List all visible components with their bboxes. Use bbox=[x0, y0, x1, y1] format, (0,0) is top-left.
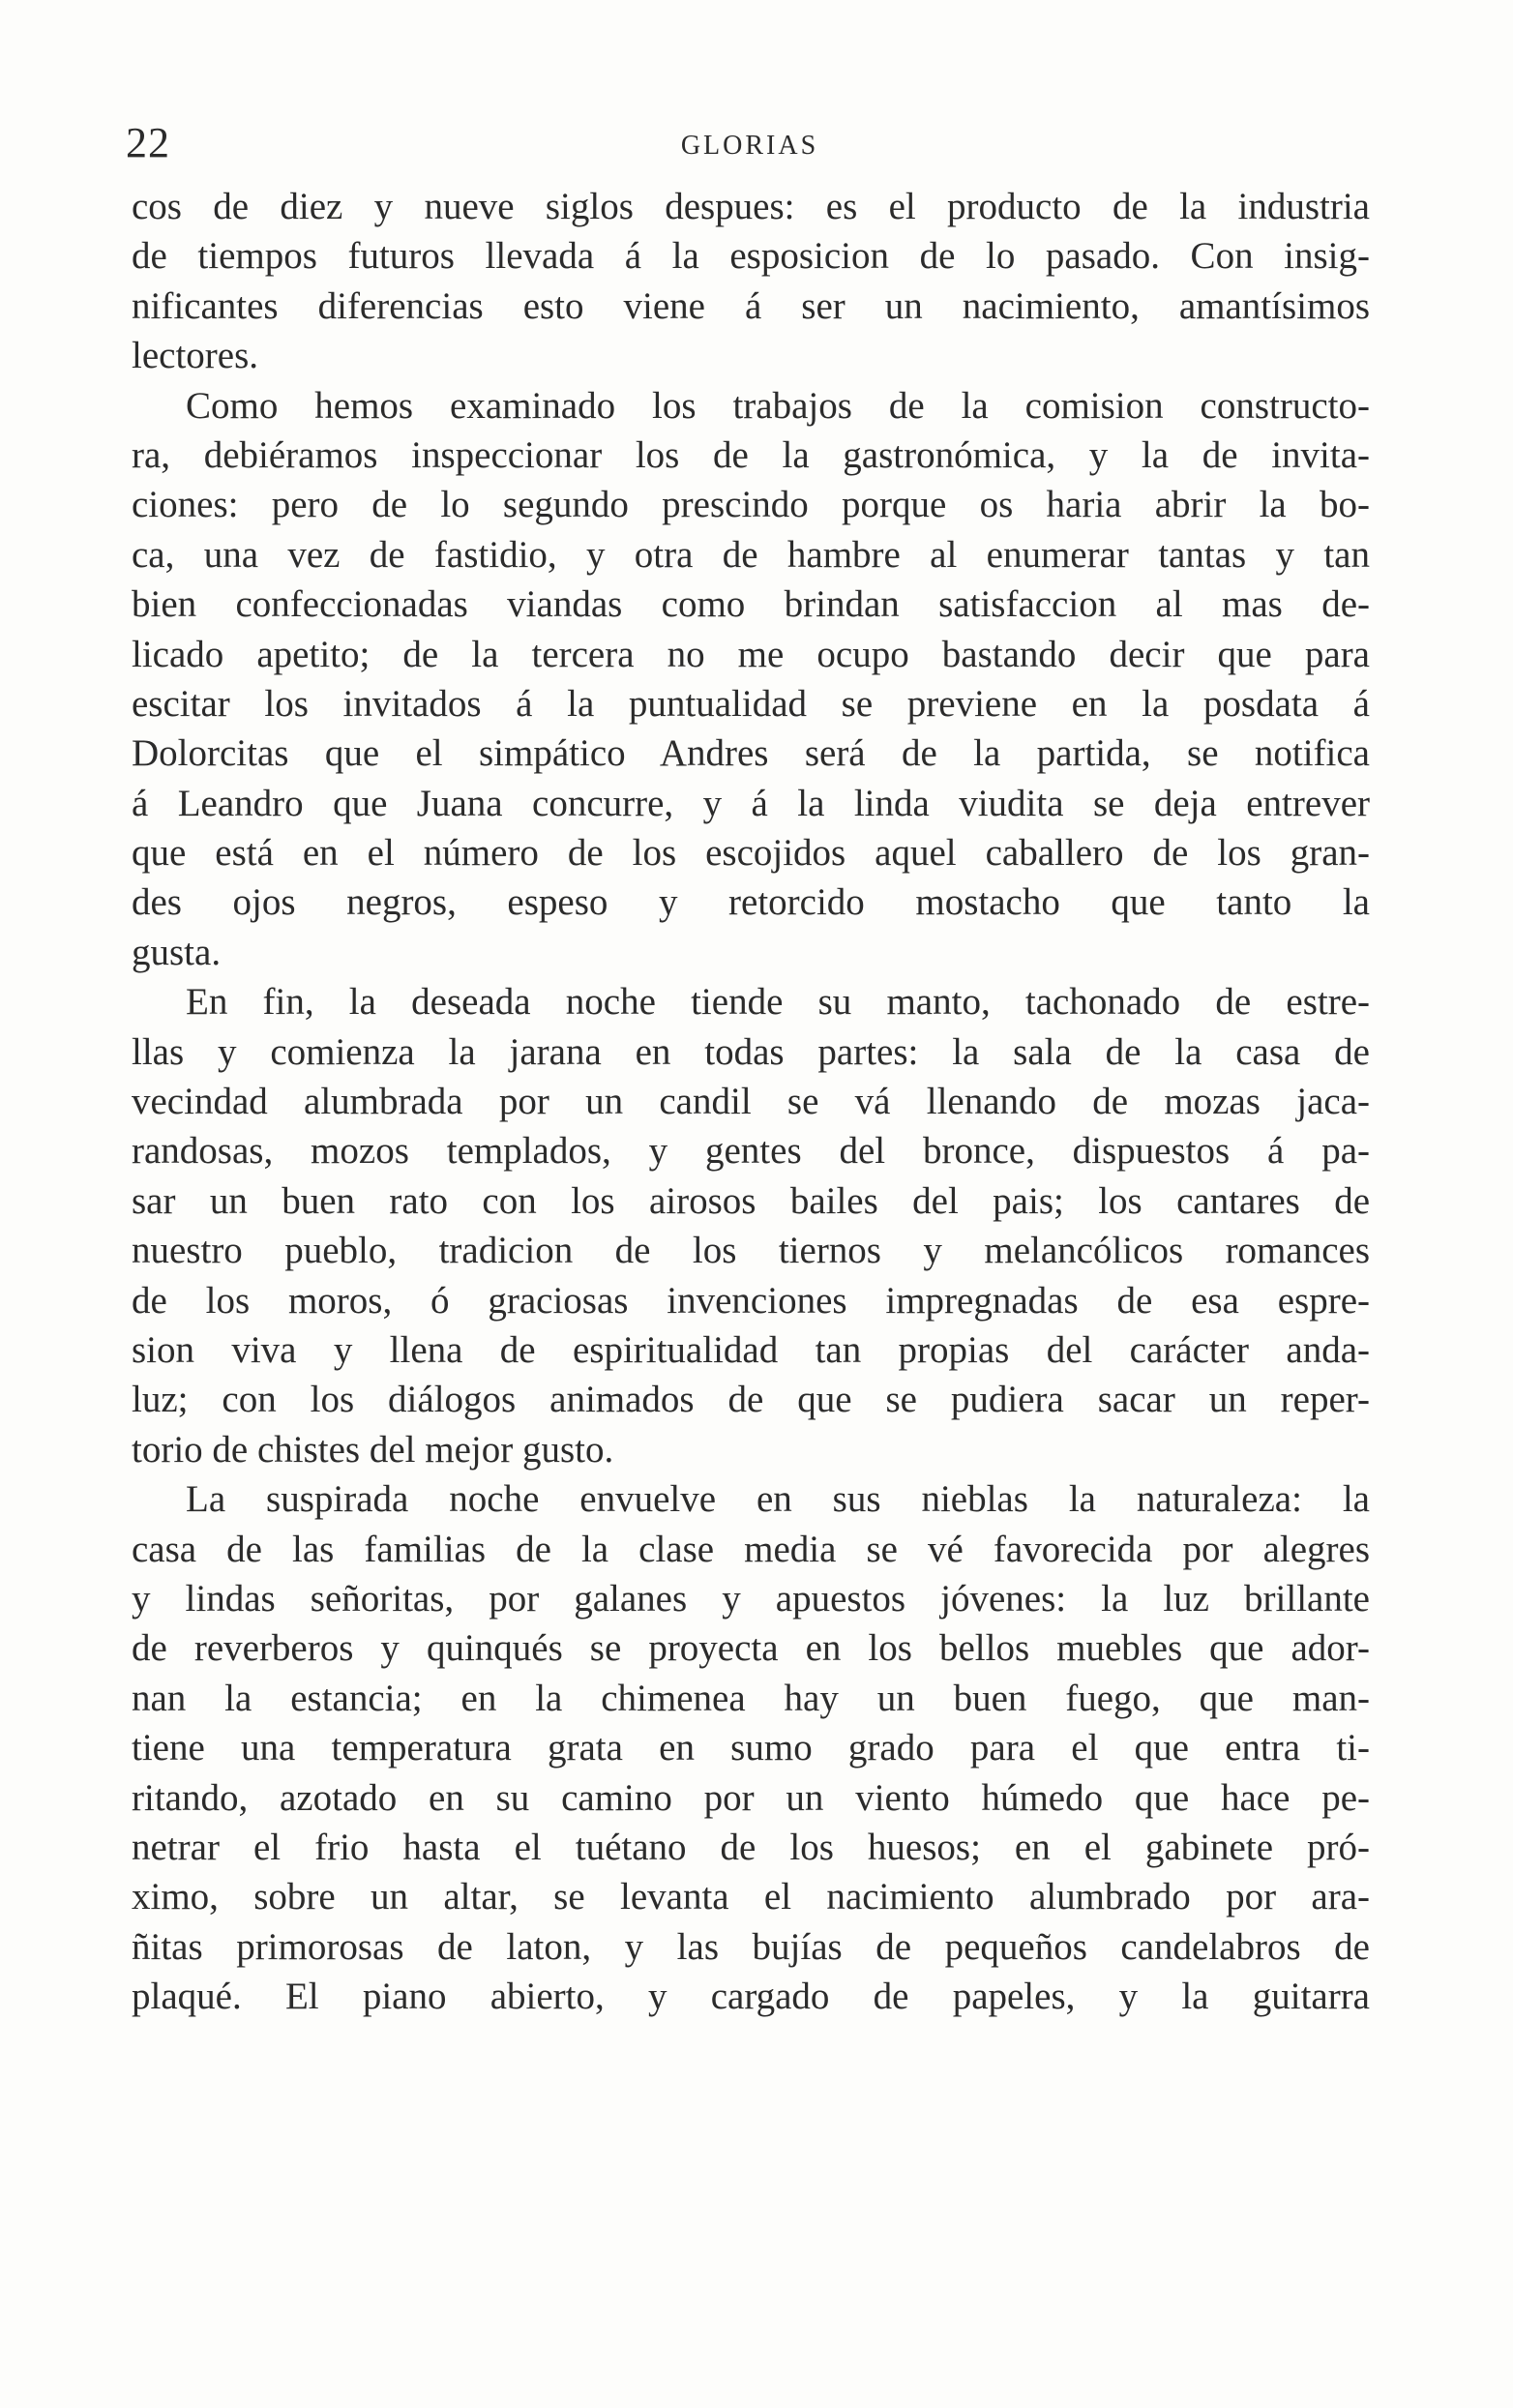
text-line: plaqué. El piano abierto, y cargado de papeles, y la guitarra bbox=[132, 1976, 1370, 2018]
text-line: ciones: pero de lo segundo prescindo porque os haria abrir la bo- bbox=[132, 484, 1370, 526]
text-line: ximo, sobre un altar, se levanta el nacimiento alumbrado por ara- bbox=[132, 1876, 1370, 1918]
text-line: escitar los invitados á la puntualidad se previene en la posdata á bbox=[132, 682, 1370, 725]
text-line: de tiempos futuros llevada á la esposicion de lo pasado. Con insig- bbox=[132, 235, 1370, 278]
text-line: torio de chistes del mejor gusto. bbox=[132, 1428, 614, 1471]
text-line: de los moros, ó graciosas invenciones impregnadas de esa espre- bbox=[132, 1279, 1370, 1322]
page-number: 22 bbox=[126, 119, 170, 166]
text-line: des ojos negros, espeso y retorcido mostacho que tanto la bbox=[132, 881, 1370, 924]
text-line: sion viva y llena de espiritualidad tan propias del carácter anda- bbox=[132, 1328, 1370, 1371]
text-line: nificantes diferencias esto viene á ser un nacimiento, amantísimos bbox=[132, 284, 1370, 327]
text-line: netrar el frio hasta el tuétano de los huesos; en el gabinete pró- bbox=[132, 1826, 1370, 1868]
text-line: de reverberos y quinqués se proyecta en los bellos muebles que ador- bbox=[132, 1627, 1370, 1670]
text-line: ñitas primorosas de laton, y las bujías de pequeños candelabros de bbox=[132, 1925, 1370, 1968]
text-line: La suspirada noche envuelve en sus nieblas la naturaleza: la bbox=[186, 1478, 1370, 1521]
text-line: En fin, la deseada noche tiende su manto, tachonado de estre- bbox=[186, 981, 1370, 1024]
text-line: nuestro pueblo, tradicion de los tiernos y melancólicos romances bbox=[132, 1230, 1370, 1272]
text-line: Como hemos examinado los trabajos de la comision constructo- bbox=[186, 384, 1370, 427]
text-line: ra, debiéramos inspeccionar los de la gastronómica, y la de invita- bbox=[132, 433, 1370, 476]
text-line: casa de las familias de la clase media se vé favorecida por alegres bbox=[132, 1528, 1370, 1570]
text-line: gusta. bbox=[132, 931, 222, 973]
text-line: luz; con los diálogos animados de que se pudiera sacar un reper- bbox=[132, 1379, 1370, 1421]
running-title: GLORIAS bbox=[680, 131, 819, 161]
text-line: que está en el número de los escojidos aquel caballero de los gran- bbox=[132, 832, 1370, 875]
text-line: Dolorcitas que el simpático Andres será de la partida, se notifica bbox=[132, 732, 1370, 775]
text-line: sar un buen rato con los airosos bailes del pais; los cantares de bbox=[132, 1179, 1370, 1222]
text-line: bien confeccionadas viandas como brindan satisfaccion al mas de- bbox=[132, 583, 1370, 626]
text-line: llas y comienza la jarana en todas partes: la sala de la casa de bbox=[132, 1030, 1370, 1073]
text-line: y lindas señoritas, por galanes y apuestos jóvenes: la luz brillante bbox=[132, 1577, 1370, 1620]
text-line: ca, una vez de fastidio, y otra de hambre al enumerar tantas y tan bbox=[132, 533, 1370, 576]
text-line: ritando, azotado en su camino por un viento húmedo que hace pe- bbox=[132, 1776, 1370, 1819]
text-line: cos de diez y nueve siglos despues: es el producto de la industria bbox=[132, 186, 1370, 227]
text-line: lectores. bbox=[132, 335, 259, 377]
text-line: licado apetito; de la tercera no me ocupo bastando decir que para bbox=[132, 633, 1370, 675]
text-line: randosas, mozos templados, y gentes del bronce, dispuestos á pa- bbox=[132, 1130, 1370, 1173]
text-line: nan la estancia; en la chimenea hay un buen fuego, que man- bbox=[132, 1677, 1370, 1719]
text-line: vecindad alumbrada por un candil se vá llenando de mozas jaca- bbox=[132, 1081, 1370, 1123]
running-head bbox=[126, 114, 1374, 172]
text-line: á Leandro que Juana concurre, y á la linda viudita se deja entrever bbox=[132, 782, 1370, 824]
body-text bbox=[132, 182, 1370, 2021]
text-line: tiene una temperatura grata en sumo grado para el que entra ti- bbox=[132, 1727, 1370, 1769]
